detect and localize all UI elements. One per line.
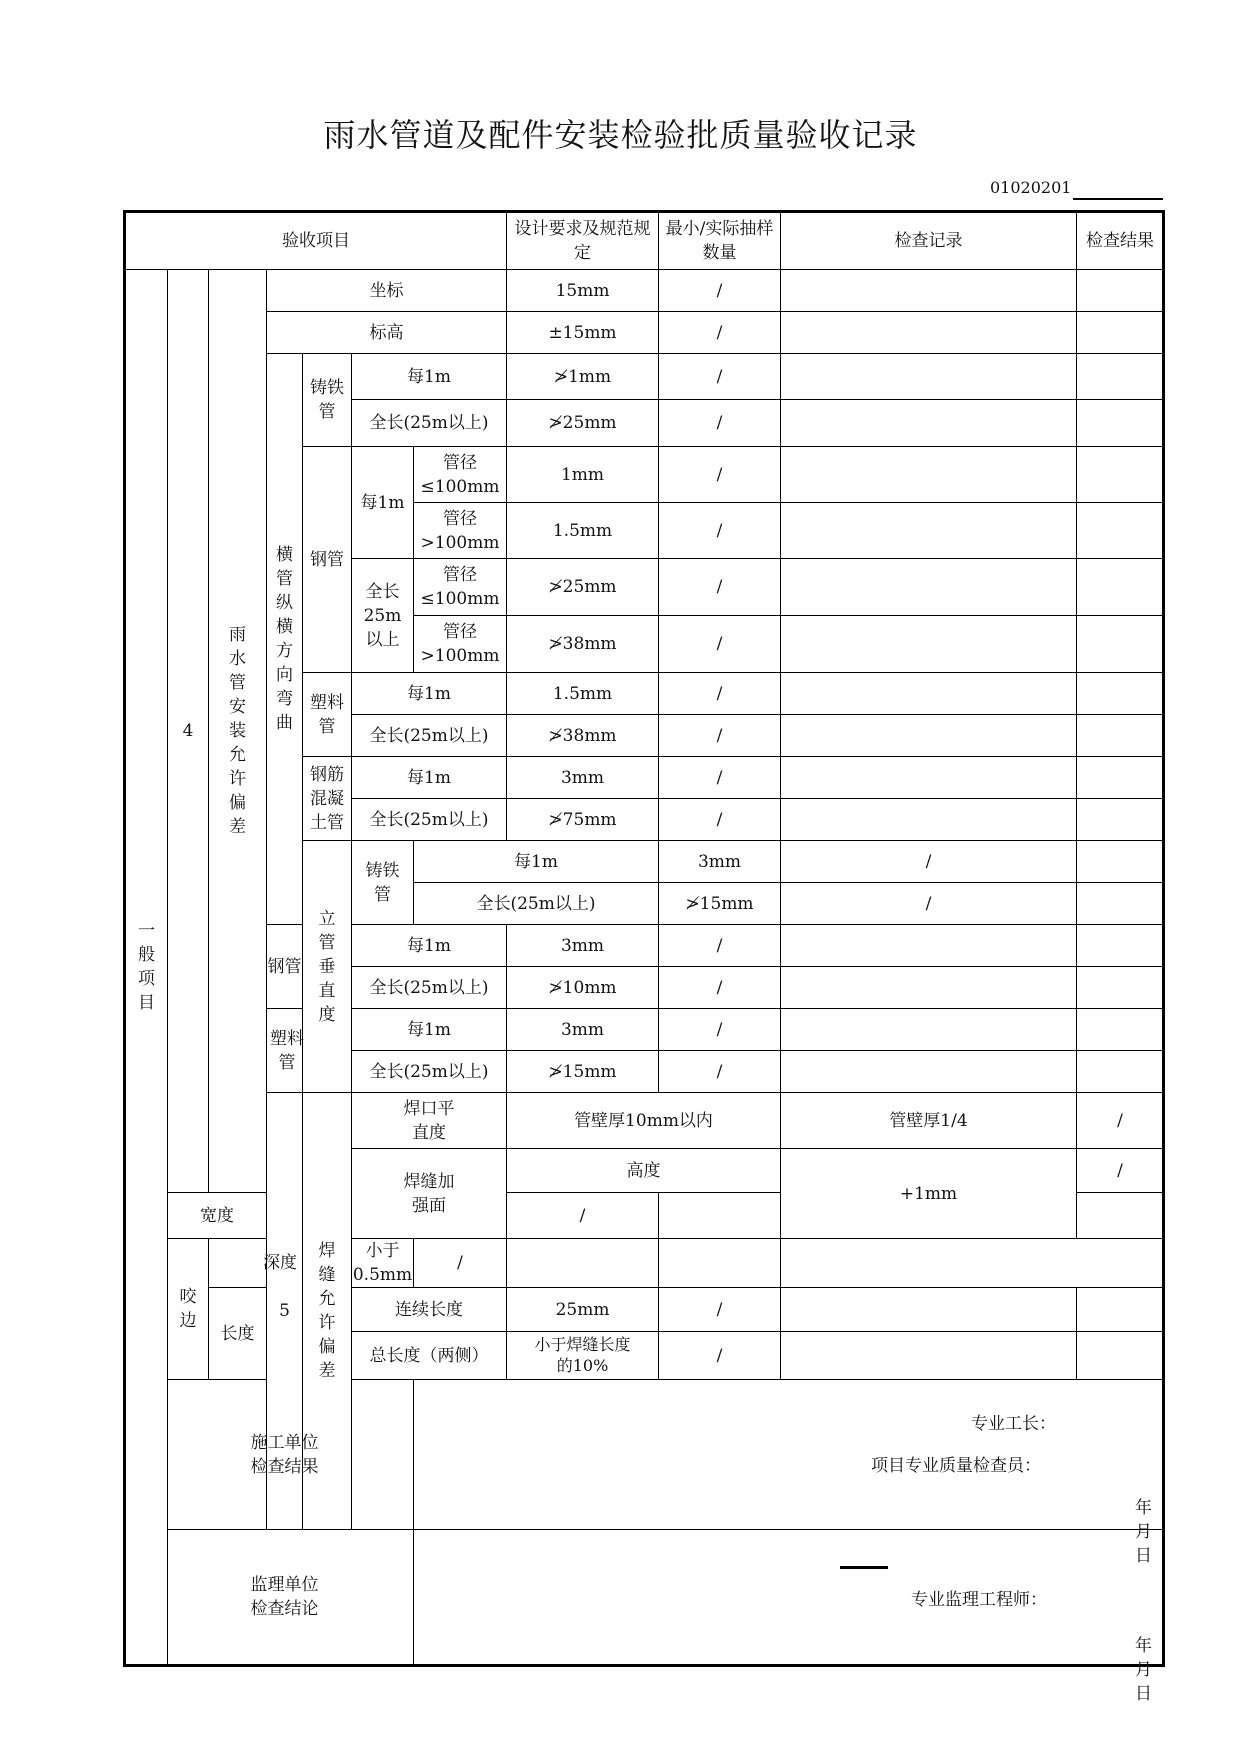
section-general: 一般项目 [125, 270, 168, 1666]
record-cell[interactable] [781, 757, 1077, 799]
result-cell[interactable] [1077, 1288, 1164, 1332]
value: ≯15mm [659, 883, 781, 925]
header-design: 设计要求及规范规定 [507, 212, 659, 270]
record-cell[interactable] [781, 400, 1077, 447]
qty-cell[interactable]: / [659, 715, 781, 757]
result-cell[interactable] [1077, 616, 1164, 673]
qty-cell[interactable]: / [659, 400, 781, 447]
per1m-label: 每1m [352, 354, 507, 400]
cont-label: 连续长度 [352, 1288, 507, 1332]
record-cell[interactable] [781, 503, 1077, 559]
depth-value: 小于0.5mm [352, 1239, 414, 1288]
depth-label: 深度 [209, 1239, 352, 1288]
qty-cell[interactable]: / [659, 447, 781, 503]
per1m-label: 每1m [414, 841, 659, 883]
cont-value: 25mm [507, 1288, 659, 1332]
value: ≯38mm [507, 715, 659, 757]
full-label: 全长(25m以上) [414, 883, 659, 925]
value: ≯38mm [507, 616, 659, 673]
full-label: 全长(25m以上) [352, 400, 507, 447]
qty-cell[interactable]: / [781, 883, 1077, 925]
qty-cell[interactable]: / [659, 270, 781, 312]
item5-name: 焊缝允许偏差 [303, 1093, 352, 1530]
record-cell[interactable] [781, 799, 1077, 841]
qty-cell[interactable]: / [507, 1193, 659, 1239]
record-cell[interactable] [781, 1009, 1077, 1051]
result-cell[interactable] [1077, 503, 1164, 559]
record-cell[interactable] [781, 967, 1077, 1009]
result-cell[interactable] [1077, 925, 1164, 967]
value: ≯25mm [507, 559, 659, 616]
record-cell[interactable] [1077, 841, 1164, 883]
width-label: 宽度 [168, 1193, 267, 1239]
diameter-gt: 管径>100mm [414, 616, 507, 673]
castiron-label: 铸铁管 [303, 354, 352, 447]
qty-cell[interactable]: / [659, 925, 781, 967]
rc-pipe-label: 钢筋混凝土管 [303, 757, 352, 841]
result-cell[interactable] [1077, 559, 1164, 616]
castiron-label: 铸铁管 [352, 841, 414, 925]
header-result: 检查结果 [1077, 212, 1164, 270]
value: 3mm [507, 1009, 659, 1051]
value: 3mm [507, 925, 659, 967]
value: 1.5mm [507, 673, 659, 715]
qty-cell[interactable]: / [659, 1288, 781, 1332]
diameter-gt: 管径>100mm [414, 503, 507, 559]
value: 3mm [659, 841, 781, 883]
record-cell[interactable] [781, 1288, 1077, 1332]
qty-cell[interactable]: / [659, 312, 781, 354]
qty-cell[interactable]: / [659, 559, 781, 616]
foreman-label: 专业工长： [971, 1414, 1056, 1434]
value: ≯25mm [507, 400, 659, 447]
per1m-label: 每1m [352, 757, 507, 799]
code-underline [1073, 198, 1163, 200]
result-cell[interactable] [1077, 967, 1164, 1009]
record-cell[interactable] [781, 1332, 1077, 1380]
record-cell[interactable] [781, 270, 1077, 312]
steel-label: 钢管 [303, 447, 352, 673]
full-label: 全长(25m以上) [352, 799, 507, 841]
inspector-label: 项目专业质量检查员： [871, 1456, 1041, 1476]
full-label: 全长(25m以上) [352, 1051, 507, 1093]
header-qty: 最小/实际抽样数量 [659, 212, 781, 270]
result-cell[interactable] [1077, 715, 1164, 757]
value: 1mm [507, 447, 659, 503]
height-label: 高度 [507, 1149, 781, 1193]
result-cell[interactable] [1077, 312, 1164, 354]
full-label: 全长(25m以上) [352, 967, 507, 1009]
qty-cell[interactable]: / [1077, 1149, 1164, 1193]
record-cell[interactable] [781, 559, 1077, 616]
inspection-table [123, 210, 1169, 1704]
per1m-label: 每1m [352, 673, 507, 715]
header-item: 验收项目 [125, 212, 507, 270]
form-title: 雨水管道及配件安装检验批质量验收记录 [323, 116, 918, 154]
result-cell[interactable] [1077, 1009, 1164, 1051]
total-value: 小于焊缝长度的10% [507, 1332, 659, 1380]
reinforce-label: 焊缝加强面 [352, 1149, 507, 1239]
record-cell[interactable] [781, 715, 1077, 757]
record-cell[interactable] [781, 673, 1077, 715]
record-cell[interactable] [659, 1193, 781, 1239]
undercut-label: 咬边 [168, 1239, 209, 1380]
signature-mark [840, 1566, 888, 1569]
engineer-label: 专业监理工程师： [911, 1590, 1047, 1610]
value: 1.5mm [507, 503, 659, 559]
record-cell[interactable] [781, 925, 1077, 967]
hankou-label: 焊口平直度 [352, 1093, 507, 1149]
result-cell[interactable] [1077, 799, 1164, 841]
construction-date: 年 月 日 [1135, 1498, 1169, 1566]
full-label: 全长(25m以上) [352, 715, 507, 757]
result-cell[interactable] [1077, 757, 1164, 799]
result-cell[interactable] [1077, 400, 1164, 447]
plastic-label: 塑料管 [303, 673, 352, 757]
per1m-label: 每1m [352, 925, 507, 967]
per1m-label: 每1m [352, 1009, 507, 1051]
qty-cell[interactable]: / [781, 841, 1077, 883]
per1m-label: 每1m [352, 447, 414, 559]
diameter-le: 管径≤100mm [414, 447, 507, 503]
value: ≯10mm [507, 967, 659, 1009]
result-cell[interactable] [1077, 1051, 1164, 1093]
result-cell[interactable] [1077, 1332, 1164, 1380]
record-cell[interactable] [781, 312, 1077, 354]
qty-cell[interactable]: / [659, 1051, 781, 1093]
item4-name: 雨水管安装允许偏差 [209, 270, 267, 1193]
qty-cell[interactable]: / [659, 503, 781, 559]
zuobiao-label: 坐标 [267, 270, 507, 312]
wall-label: 管壁厚10mm以内 [507, 1093, 781, 1149]
record-cell[interactable] [781, 447, 1077, 503]
form-code: 01020201 [990, 178, 1072, 197]
supervision-sign-area[interactable] [414, 1530, 1169, 1704]
vert-label: 立管垂直度 [303, 841, 352, 1093]
value: ≯1mm [507, 354, 659, 400]
header-record: 检查记录 [781, 212, 1077, 270]
qty-cell[interactable]: / [659, 967, 781, 1009]
record-cell[interactable] [781, 616, 1077, 673]
horiz-label: 横管纵横方向弯曲 [267, 354, 303, 925]
record-cell[interactable] [507, 1239, 659, 1288]
qty-cell[interactable]: / [659, 1332, 781, 1380]
supervision-label: 监理单位检查结论 [168, 1530, 414, 1666]
reinforce-value: +1mm [781, 1149, 1077, 1239]
full25-label: 全长25m以上 [352, 559, 414, 673]
supervision-date: 年 月 日 [1135, 1636, 1169, 1704]
result-cell[interactable] [659, 1239, 781, 1288]
qty-cell[interactable]: / [1077, 1093, 1164, 1149]
result-cell[interactable] [1077, 270, 1164, 312]
total-label: 总长度（两侧） [352, 1332, 507, 1380]
diameter-le: 管径≤100mm [414, 559, 507, 616]
biaogao-label: 标高 [267, 312, 507, 354]
qty-cell[interactable]: / [659, 799, 781, 841]
value: 3mm [507, 757, 659, 799]
qty-cell[interactable]: / [659, 616, 781, 673]
qty-cell[interactable]: / [659, 1009, 781, 1051]
qty-cell[interactable]: / [659, 757, 781, 799]
record-cell[interactable] [1077, 883, 1164, 925]
zuobiao-value: 15mm [507, 270, 659, 312]
qty-cell[interactable]: / [659, 673, 781, 715]
steel-label: 钢管 [267, 925, 303, 1009]
wall-value: 管壁厚1/4 [781, 1093, 1077, 1149]
construction-sign-area[interactable] [414, 1380, 1169, 1566]
value: ≯75mm [507, 799, 659, 841]
qty-cell[interactable]: / [659, 354, 781, 400]
result-cell[interactable] [1077, 447, 1164, 503]
result-cell[interactable] [1077, 1193, 1164, 1239]
length-label: 长度 [209, 1288, 267, 1380]
record-cell[interactable] [781, 354, 1077, 400]
item4-no: 4 [168, 270, 209, 1193]
result-cell[interactable] [1077, 673, 1164, 715]
value: ≯15mm [507, 1051, 659, 1093]
item5-no: 5 [267, 1093, 303, 1530]
construction-label: 施工单位检查结果 [168, 1380, 414, 1530]
qty-cell[interactable]: / [414, 1239, 507, 1288]
biaogao-value: ±15mm [507, 312, 659, 354]
result-cell[interactable] [1077, 354, 1164, 400]
plastic-label: 塑料管 [267, 1009, 303, 1093]
record-cell[interactable] [781, 1051, 1077, 1093]
